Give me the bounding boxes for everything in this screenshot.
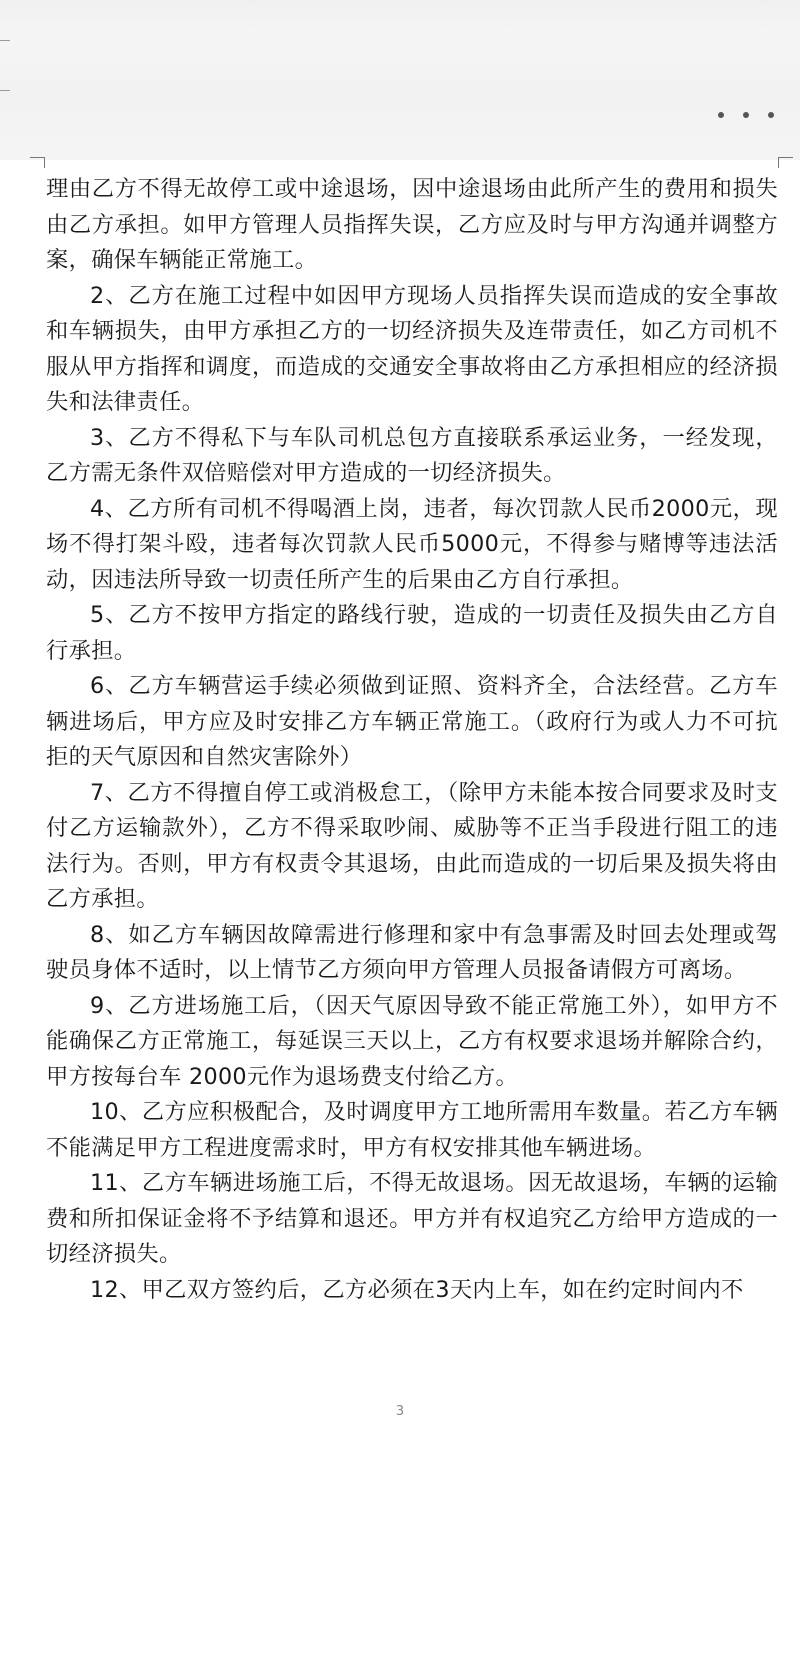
page-margin-corner-right [778,157,793,168]
clause-9: 9、乙方进场施工后，（因天气原因导致不能正常施工外），如甲方不能确保乙方正常施工，每延误三天以上，乙方有权要求退场并解除合约，甲方按每台车 2000元作为退场费支付给乙方。 [46,992,778,1090]
paragraph-continued: 理由乙方不得无故停工或中途退场，因中途退场由此所产生的费用和损失由乙方承担。如甲方管理人员指挥失误，乙方应及时与甲方沟通并调整方案，确保车辆能正常施工。 [46,176,778,273]
more-horizontal-icon[interactable] [718,100,774,130]
dot [718,112,724,118]
clause-8: 8、如乙方车辆因故障需进行修理和家中有急事需及时回去处理或驾驶员身体不适时，以上情节乙方须向甲方管理人员报备请假方可离场。 [46,921,778,983]
document-body [46,172,778,1308]
dot [743,112,749,118]
ruler-mark [0,40,10,41]
clause-2: 2、乙方在施工过程中如因甲方现场人员指挥失误而造成的安全事故和车辆损失，由甲方承担乙方的一切经济损失及连带责任，如乙方司机不服从甲方指挥和调度，而造成的交通安全事故将由乙方承担相应的经济损失和法律责任。 [46,282,778,415]
clause-4: 4、乙方所有司机不得喝酒上岗，违者，每次罚款人民币2000元，现场不得打架斗殴，违者每次罚款人民币5000元，不得参与赌博等违法活动，因违法所导致一切责任所产生的后果由乙方自行承担。 [46,495,778,593]
clause-6: 6、乙方车辆营运手续必须做到证照、资料齐全，合法经营。乙方车辆进场后，甲方应及时安排乙方车辆正常施工。（政府行为或人力不可抗拒的天气原因和自然灾害除外） [46,673,778,770]
page-number: 3 [395,1404,405,1419]
ruler-mark [0,90,10,91]
clause-3: 3、乙方不得私下与车队司机总包方直接联系承运业务，一经发现，乙方需无条件双倍赔偿对甲方造成的一切经济损失。 [46,424,778,486]
clause-7: 7、乙方不得擅自停工或消极怠工，（除甲方未能本按合同要求及时支付乙方运输款外），乙方不得采取吵闹、威胁等不正当手段进行阻工的违法行为。否则，甲方有权责令其退场，由此而造成的一切后果及损失将由乙方承担。 [46,779,778,912]
clause-12: 12、甲乙双方签约后，乙方必须在3天内上车，如在约定时间内不 [90,1276,744,1303]
clause-11: 11、乙方车辆进场施工后，不得无故退场。因无故退场，车辆的运输费和所扣保证金将不予结算和退还。甲方并有权追究乙方给甲方造成的一切经济损失。 [46,1170,778,1267]
clause-5: 5、乙方不按甲方指定的路线行驶，造成的一切责任及损失由乙方自行承担。 [46,602,778,664]
dot [768,112,774,118]
page-margin-corner-left [30,157,45,168]
clause-10: 10、乙方应积极配合，及时调度甲方工地所需用车数量。若乙方车辆不能满足甲方工程进度需求时，甲方有权安排其他车辆进场。 [46,1099,778,1161]
top-toolbar-area [0,0,800,160]
